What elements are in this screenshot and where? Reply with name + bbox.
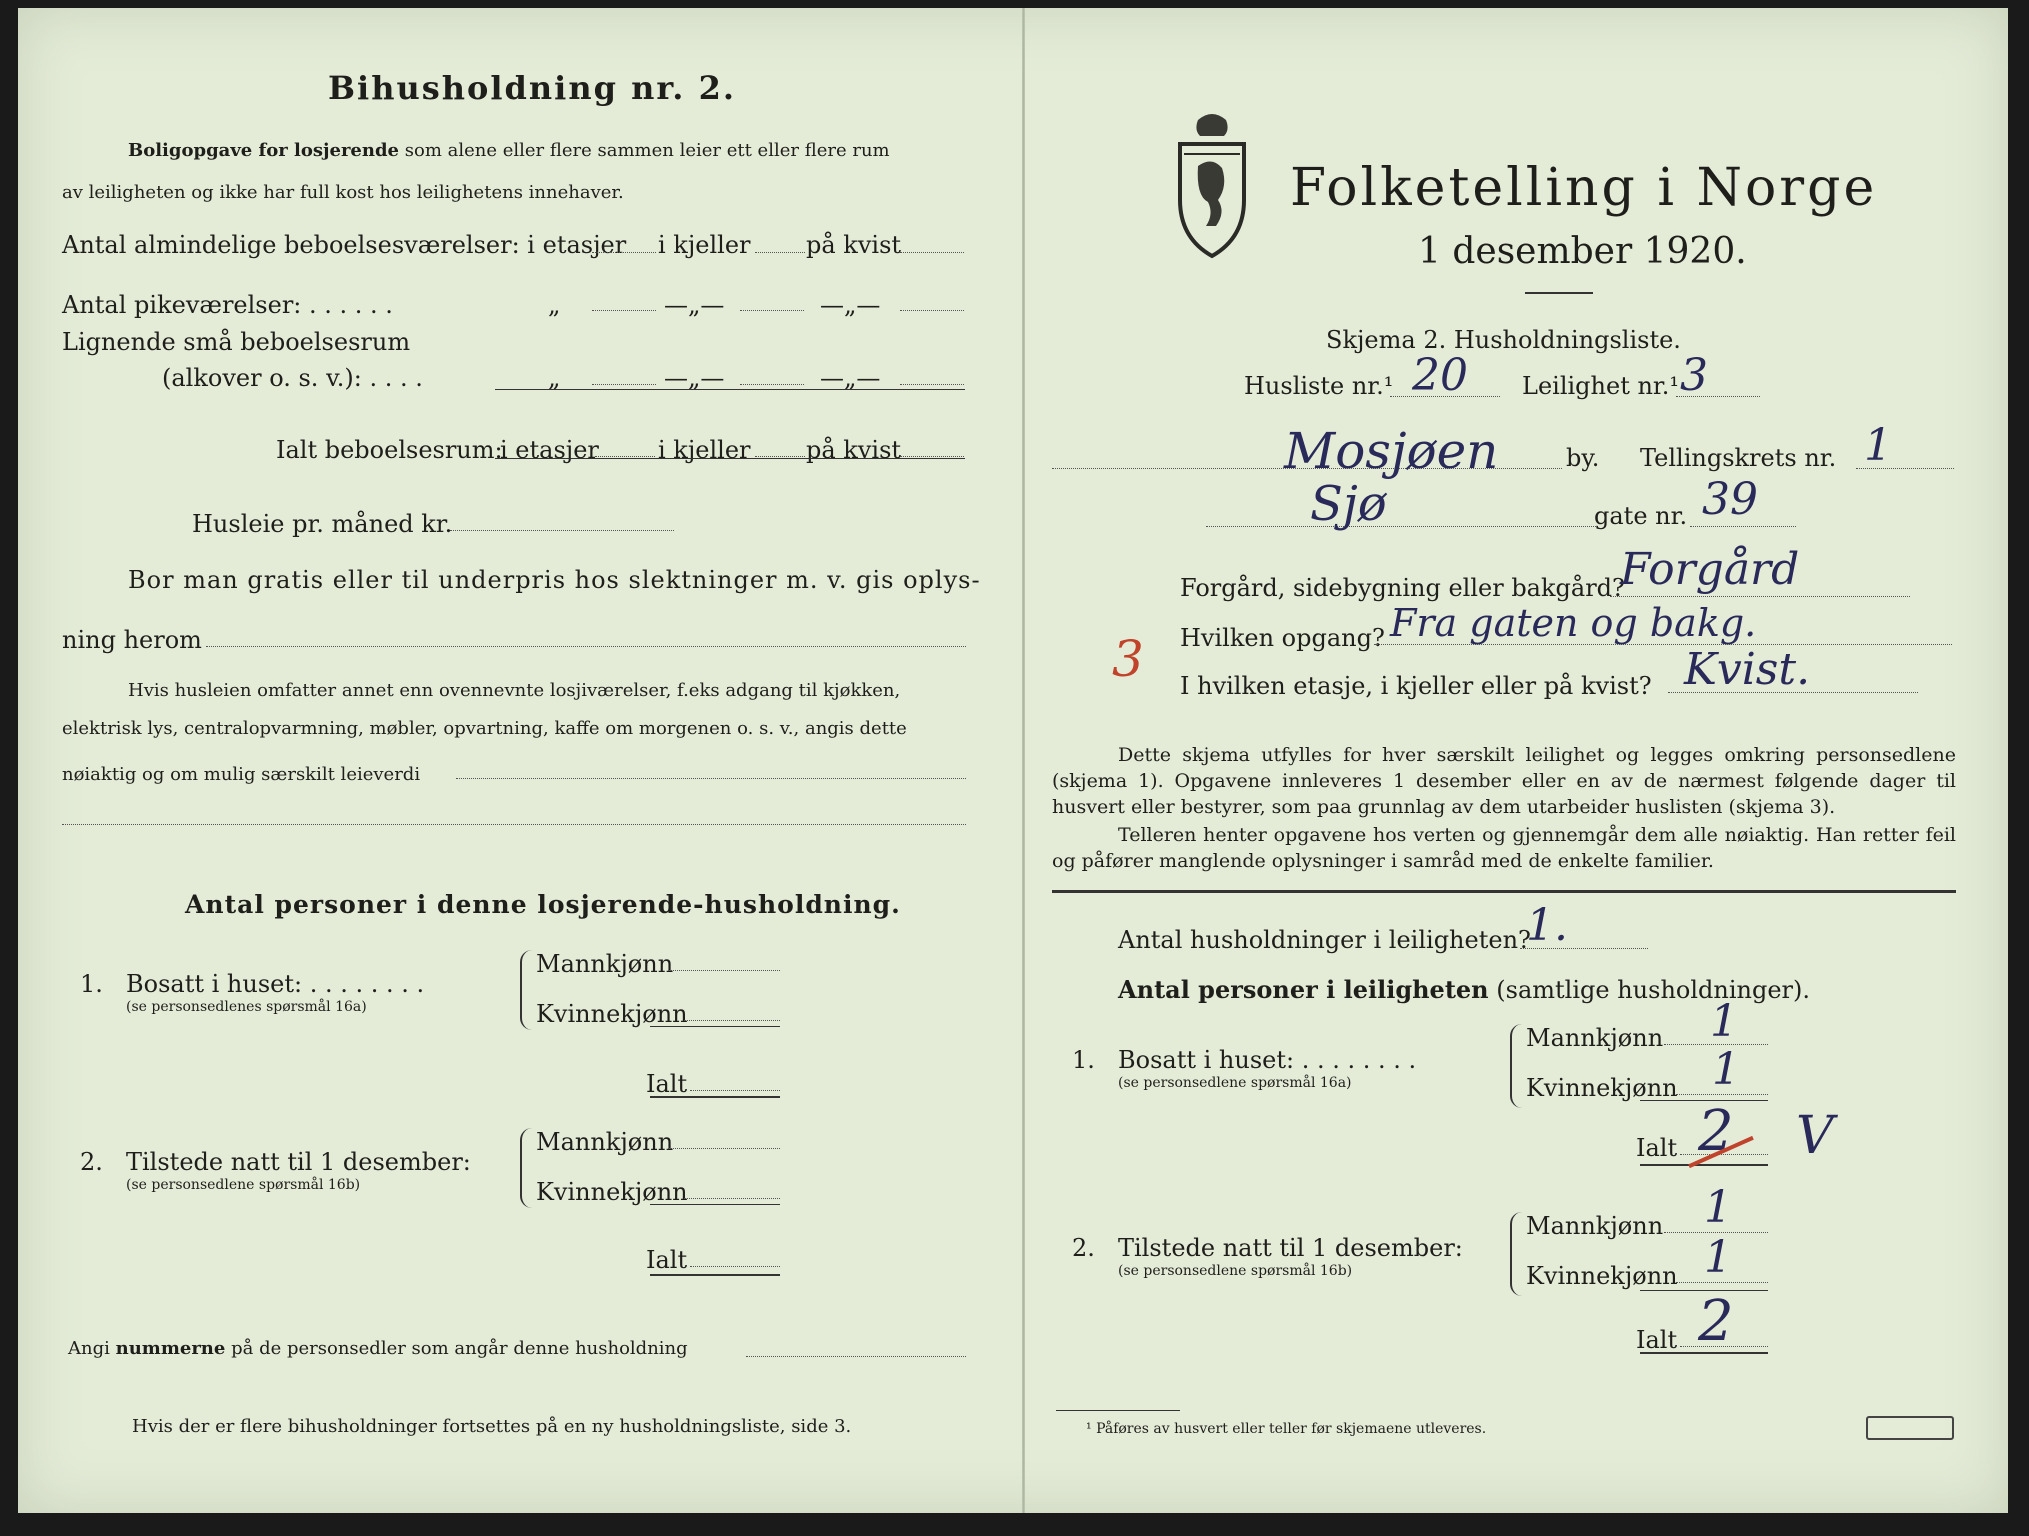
rooms-label: Antal almindelige beboelsesværelser: i etasjer <box>62 231 627 259</box>
ialt-kvist-label: på kvist <box>806 436 902 464</box>
left-q1-mann-field[interactable] <box>668 970 780 971</box>
pike-ditto-1: „ <box>548 291 561 319</box>
right-q1-kvinne-label: Kvinnekjønn <box>1526 1074 1678 1102</box>
left-q1-sub: (se personsedlenes spørsmål 16a) <box>126 999 367 1015</box>
left-q2-mann-label: Mannkjønn <box>536 1128 674 1156</box>
pike-ditto-2: —„— <box>664 291 725 319</box>
ialt-etasjer-field[interactable] <box>595 456 655 457</box>
date-rule <box>1525 292 1593 294</box>
ialt-kjeller-field[interactable] <box>755 456 805 457</box>
right-q1-brace <box>1510 1024 1522 1108</box>
leilighet-label: Leilighet nr.¹ <box>1522 372 1680 400</box>
right-q2-ialt-label: Ialt <box>1636 1326 1678 1354</box>
intro-rest: som alene eller flere sammen leier ett eller flere rum <box>404 140 890 161</box>
leilighet-value: 3 <box>1680 350 1708 401</box>
left-q1-ialt-field[interactable] <box>690 1090 780 1091</box>
lign-label-2: (alkover o. s. v.): . . . . <box>162 364 423 392</box>
right-q2-sub: (se personsedlene spørsmål 16b) <box>1118 1263 1353 1279</box>
left-q2-kvinne-field[interactable] <box>684 1198 780 1199</box>
forgard-field[interactable] <box>1610 596 1910 597</box>
right-q2-mann-value: 1 <box>1704 1182 1732 1233</box>
right-q1-mann-label: Mannkjønn <box>1526 1024 1664 1052</box>
left-q2-ialt-field[interactable] <box>690 1266 780 1267</box>
coat-of-arms-icon <box>1168 110 1256 260</box>
lign-etasjer-field[interactable] <box>592 384 656 385</box>
angi-line <box>68 1340 688 1358</box>
persons-heading-rest: (samtlige husholdninger). <box>1496 976 1811 1004</box>
krets-value: 1 <box>1864 420 1892 471</box>
pike-etasjer-field[interactable] <box>592 310 656 311</box>
opgang-label: Hvilken opgang? <box>1180 624 1385 652</box>
left-q1-kvinne-label: Kvinnekjønn <box>536 1000 688 1028</box>
left-q1-brace <box>520 950 532 1030</box>
rooms-etasjer-field[interactable] <box>592 252 656 253</box>
persons-heading-line <box>1118 975 1811 1004</box>
rooms-kvist-field[interactable] <box>900 252 964 253</box>
right-q1-label: Bosatt i huset: . . . . . . . . <box>1118 1046 1417 1074</box>
left-q1-num: 1. <box>80 970 103 998</box>
etasje-value: Kvist. <box>1684 644 1811 695</box>
angi-field[interactable] <box>746 1356 966 1357</box>
intro-bold: Boligopgave for losjerende <box>128 140 400 161</box>
left-q2-mann-field[interactable] <box>668 1148 780 1149</box>
gate-nr-value: 39 <box>1702 474 1758 525</box>
gate-field[interactable] <box>1206 526 1598 527</box>
husleie-label: Husleie pr. måned kr. <box>192 510 453 538</box>
lign-ditto-1: „ <box>548 364 561 392</box>
right-q2-ialt-line <box>1640 1352 1768 1354</box>
left-q2-label: Tilstede natt til 1 desember: <box>126 1148 471 1176</box>
intro-line-2: av leiligheten og ikke har full kost hos leilighetens innehaver. <box>62 182 624 203</box>
right-q1-sub: (se personsedlene spørsmål 16a) <box>1118 1075 1352 1091</box>
bor-line-1: Bor man gratis eller til underpris hos slektninger m. v. gis oplys- <box>128 566 981 594</box>
skjema-label: Skjema 2. Husholdningsliste. <box>1326 326 1681 354</box>
right-q2-mann-label: Mannkjønn <box>1526 1212 1664 1240</box>
bor-field[interactable] <box>206 646 966 647</box>
right-q1-ialt-label: Ialt <box>1636 1134 1678 1162</box>
forgard-label: Forgård, sidebygning eller bakgård? <box>1180 574 1625 602</box>
instructions-para-2: Telleren henter opgavene hos verten og gjennemgår dem alle nøiaktig. Han retter feil og påfører manglende oplysninger i samråd med de enkelte familier. <box>1052 824 1956 872</box>
left-q1-ialt-label: Ialt <box>646 1070 688 1098</box>
sum-line <box>495 389 965 390</box>
rooms-kjeller-label: i kjeller <box>658 231 751 259</box>
opgang-value: Fra gaten og bakg. <box>1390 601 1757 645</box>
right-q2-ialt-value: 2 <box>1698 1289 1734 1354</box>
left-q1-mann-label: Mannkjønn <box>536 950 674 978</box>
left-footer: Hvis der er flere bihusholdninger fortsettes på en ny husholdningsliste, side 3. <box>132 1416 852 1437</box>
footnote: ¹ Påføres av husvert eller teller før skjemaene utleveres. <box>1086 1421 1487 1437</box>
rooms-kvist-label: på kvist <box>806 231 902 259</box>
left-q1-sum-line <box>650 1026 780 1027</box>
right-q2-kvinne-label: Kvinnekjønn <box>1526 1262 1678 1290</box>
leieverdi-field-2[interactable] <box>62 824 966 825</box>
gate-label: gate nr. <box>1594 502 1688 530</box>
check-mark: V <box>1796 1106 1834 1166</box>
pike-kjeller-field[interactable] <box>740 310 804 311</box>
right-date: 1 desember 1920. <box>1418 231 1747 272</box>
left-q1-ialt-line <box>650 1096 780 1098</box>
left-q2-kvinne-label: Kvinnekjønn <box>536 1178 688 1206</box>
rooms-kjeller-field[interactable] <box>755 252 805 253</box>
husliste-label: Husliste nr.¹ <box>1244 372 1394 400</box>
persons-heading-bold: Antal personer i leiligheten <box>1118 975 1489 1004</box>
left-q2-num: 2. <box>80 1148 103 1176</box>
left-q2-ialt-label: Ialt <box>646 1246 688 1274</box>
intro-line-1 <box>128 142 890 160</box>
lign-ditto-2: —„— <box>664 364 725 392</box>
krets-label: Tellingskrets nr. <box>1640 444 1837 472</box>
right-q1-mann-value: 1 <box>1710 996 1738 1047</box>
angi-pre: Angi <box>68 1338 110 1359</box>
angi-bold: nummerne <box>115 1338 226 1359</box>
right-q2-label: Tilstede natt til 1 desember: <box>1118 1234 1463 1262</box>
page-fold <box>1022 8 1025 1513</box>
husliste-value: 20 <box>1412 350 1468 401</box>
margin-mark: 3 <box>1112 630 1144 688</box>
etasje-label: I hvilken etasje, i kjeller eller på kvist? <box>1180 672 1652 700</box>
right-q1-num: 1. <box>1072 1046 1095 1074</box>
husleie-field[interactable] <box>450 530 674 531</box>
left-q1-kvinne-field[interactable] <box>684 1020 780 1021</box>
by-label: by. <box>1566 444 1600 472</box>
left-title: Bihusholdning nr. 2. <box>328 69 736 107</box>
lign-kvist-field[interactable] <box>900 384 964 385</box>
ialt-kvist-field[interactable] <box>900 456 964 457</box>
hush-label: Antal husholdninger i leiligheten? <box>1118 926 1531 954</box>
ialt-underline <box>495 458 965 459</box>
right-q1-kvinne-value: 1 <box>1712 1044 1740 1095</box>
pike-ditto-3: —„— <box>820 291 881 319</box>
printer-stamp <box>1866 1416 1954 1440</box>
right-q2-brace <box>1510 1212 1522 1296</box>
section-rule <box>1052 890 1956 893</box>
gate-value: Sjø <box>1310 476 1387 532</box>
right-q1-ialt-line <box>1640 1164 1768 1166</box>
right-q2-kvinne-value: 1 <box>1704 1232 1732 1283</box>
left-q2-brace <box>520 1128 532 1208</box>
hush-value: 1. <box>1526 900 1568 951</box>
footnote-rule <box>1056 1410 1180 1411</box>
ialt-etasjer-label: i etasjer <box>500 436 599 464</box>
by-value: Mosjøen <box>1284 422 1499 480</box>
ialt-kjeller-label: i kjeller <box>658 436 751 464</box>
hvis-line-2: elektrisk lys, centralopvarmning, møbler, opvartning, kaffe om morgenen o. s. v., angis dette <box>62 718 907 739</box>
hvis-line-3: nøiaktig og om mulig særskilt leieverdi <box>62 764 421 785</box>
left-q2-ialt-line <box>650 1274 780 1276</box>
right-q1-ialt-value: 2 <box>1698 1099 1734 1164</box>
lign-ditto-3: —„— <box>820 364 881 392</box>
right-q2-num: 2. <box>1072 1234 1095 1262</box>
pike-label: Antal pikeværelser: . . . . . . <box>62 291 393 319</box>
left-persons-heading: Antal personer i denne losjerende-husholdning. <box>185 890 901 919</box>
forgard-value: Forgård <box>1620 544 1800 595</box>
ialt-rum-label: Ialt beboelsesrum: <box>276 436 503 464</box>
left-q2-sum-line <box>650 1204 780 1205</box>
left-q1-label: Bosatt i huset: . . . . . . . . <box>126 970 425 998</box>
lign-label-1: Lignende små beboelsesrum <box>62 328 411 356</box>
right-title: Folketelling i Norge <box>1290 158 1878 218</box>
hvis-line-1: Hvis husleien omfatter annet enn ovennevnte losjiværelser, f.eks adgang til kjøkken, <box>128 680 901 701</box>
instructions-para-1: Dette skjema utfylles for hver særskilt leilighet og legges omkring personsedlene (skjema 1). Opgavene innleveres 1 desember eller en av de nærmest følgende dager til husvert eller bestyrer, som paa grunnlag av dem utarbeider huslisten (skjema 3). <box>1052 744 1956 818</box>
gate-nr-field[interactable] <box>1690 526 1796 527</box>
lign-kjeller-field[interactable] <box>740 384 804 385</box>
pike-kvist-field[interactable] <box>900 310 964 311</box>
bor-line-2: ning herom <box>62 626 202 654</box>
left-q2-sub: (se personsedlene spørsmål 16b) <box>126 1177 361 1193</box>
angi-rest: på de personsedler som angår denne husholdning <box>231 1338 688 1359</box>
leieverdi-field[interactable] <box>456 778 966 779</box>
